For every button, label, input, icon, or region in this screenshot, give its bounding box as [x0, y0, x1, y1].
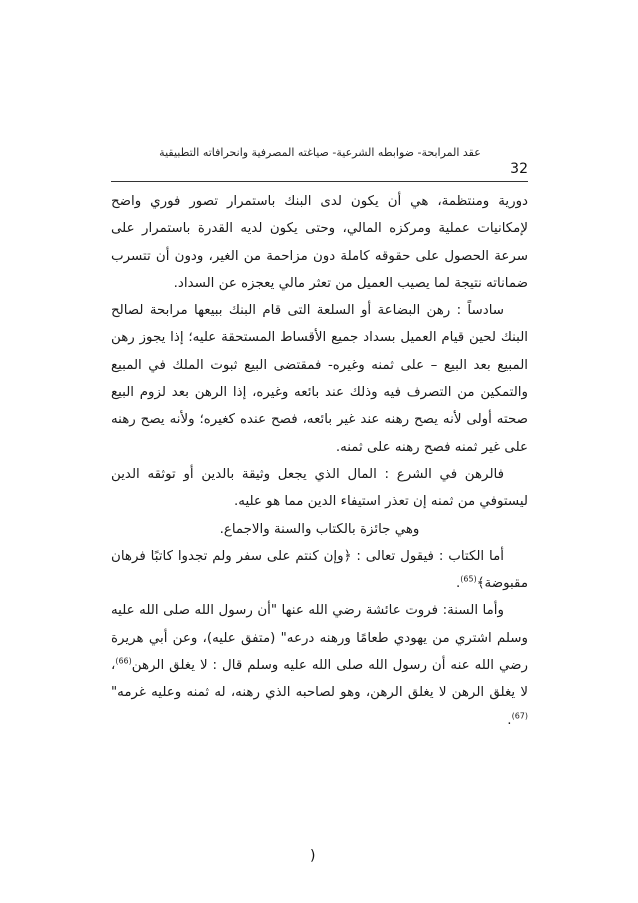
footnote-ref-67: (67) — [511, 711, 528, 721]
page-number: 32 — [510, 161, 528, 177]
hadith-text-b: ، لا يغلق الرهن لا يغلق الرهن، وهو لصاحبه الذي رهنه، له ثمنه وعليه غرمه" — [111, 658, 528, 701]
footnote-ref-66: (66) — [115, 656, 132, 666]
paragraph-3: فالرهن في الشرع : المال الذي يجعل وثيقة بالدين أو توثقه الدين ليستوفي من ثمنه إن تعذر استيفاء الدين مما هو عليه. — [111, 466, 528, 510]
running-header: عقد المرابحة- ضوابطه الشرعية- صياغته المصرفية وانحرافاته التطبيقية — [159, 146, 481, 159]
body-text — [111, 188, 528, 734]
paragraph-6 — [111, 597, 528, 733]
footnote-ref-65: (65) — [460, 574, 477, 584]
paragraph-1: دورية ومنتظمة، هي أن يكون لدى البنك باستمرار تصور فوري واضح لإمكانيات عملية ومركزه المالي، وحتى يكون لديه القدرة باستمرار على سرعة الحصول على حقوقه كاملة دون مزاحمة من الغير، ودون أن تتسرب ضماناته نتيجة لما يصيب العميل من تعثر مالي يعجزه عن السداد. — [111, 194, 528, 291]
footer-mark: ) — [310, 848, 316, 864]
quran-verse-text: أما الكتاب : فيقول تعالى : ﴿وإن كنتم على سفر ولم تجدوا كاتبًا فرهان مقبوضة﴾ — [111, 548, 528, 592]
paragraph-2: سادساً : رهن البضاعة أو السلعة التى قام البنك ببيعها مرابحة لصالح البنك لحين قيام العميل بسداد جميع الأقساط المستحقة عليه؛ إذا يجوز رهن المبيع بعد البيع – على ثمنه وغيره- فمقتضى البيع ثبوت الملك في المبيع والتمكين من التصرف فيه وذلك عند بائعه وغيره، إذا الرهن بعد لزوم البيع صحته أولى لأنه يصح رهنه عند غير بائعه، فصح عنده كغيره؛ ولأنه يصح رهنه على غير ثمنه فصح رهنه على ثمنه. — [111, 303, 528, 455]
hadith-text-a: وأما السنة: فروت عائشة رضي الله عنها "أن رسول الله صلى الله عليه وسلم اشتري من يهودي طعامًا ورهنه درعه" (متفق عليه)، وعن أبي هريرة رضي الله عنه أن رسول الله صلى الله عليه وسلم قال : لا يغلق الرهن — [111, 603, 528, 674]
paragraph-4: وهي جائزة بالكتاب والسنة والاجماع. — [219, 521, 420, 537]
header-divider — [111, 181, 528, 182]
paragraph-5: أما الكتاب : فيقول تعالى : ﴿وإن كنتم على سفر ولم تجدوا كاتبًا فرهان مقبوضة﴾$^{(65)}$. — [111, 548, 528, 592]
paragraph-6-end: . — [507, 712, 512, 728]
